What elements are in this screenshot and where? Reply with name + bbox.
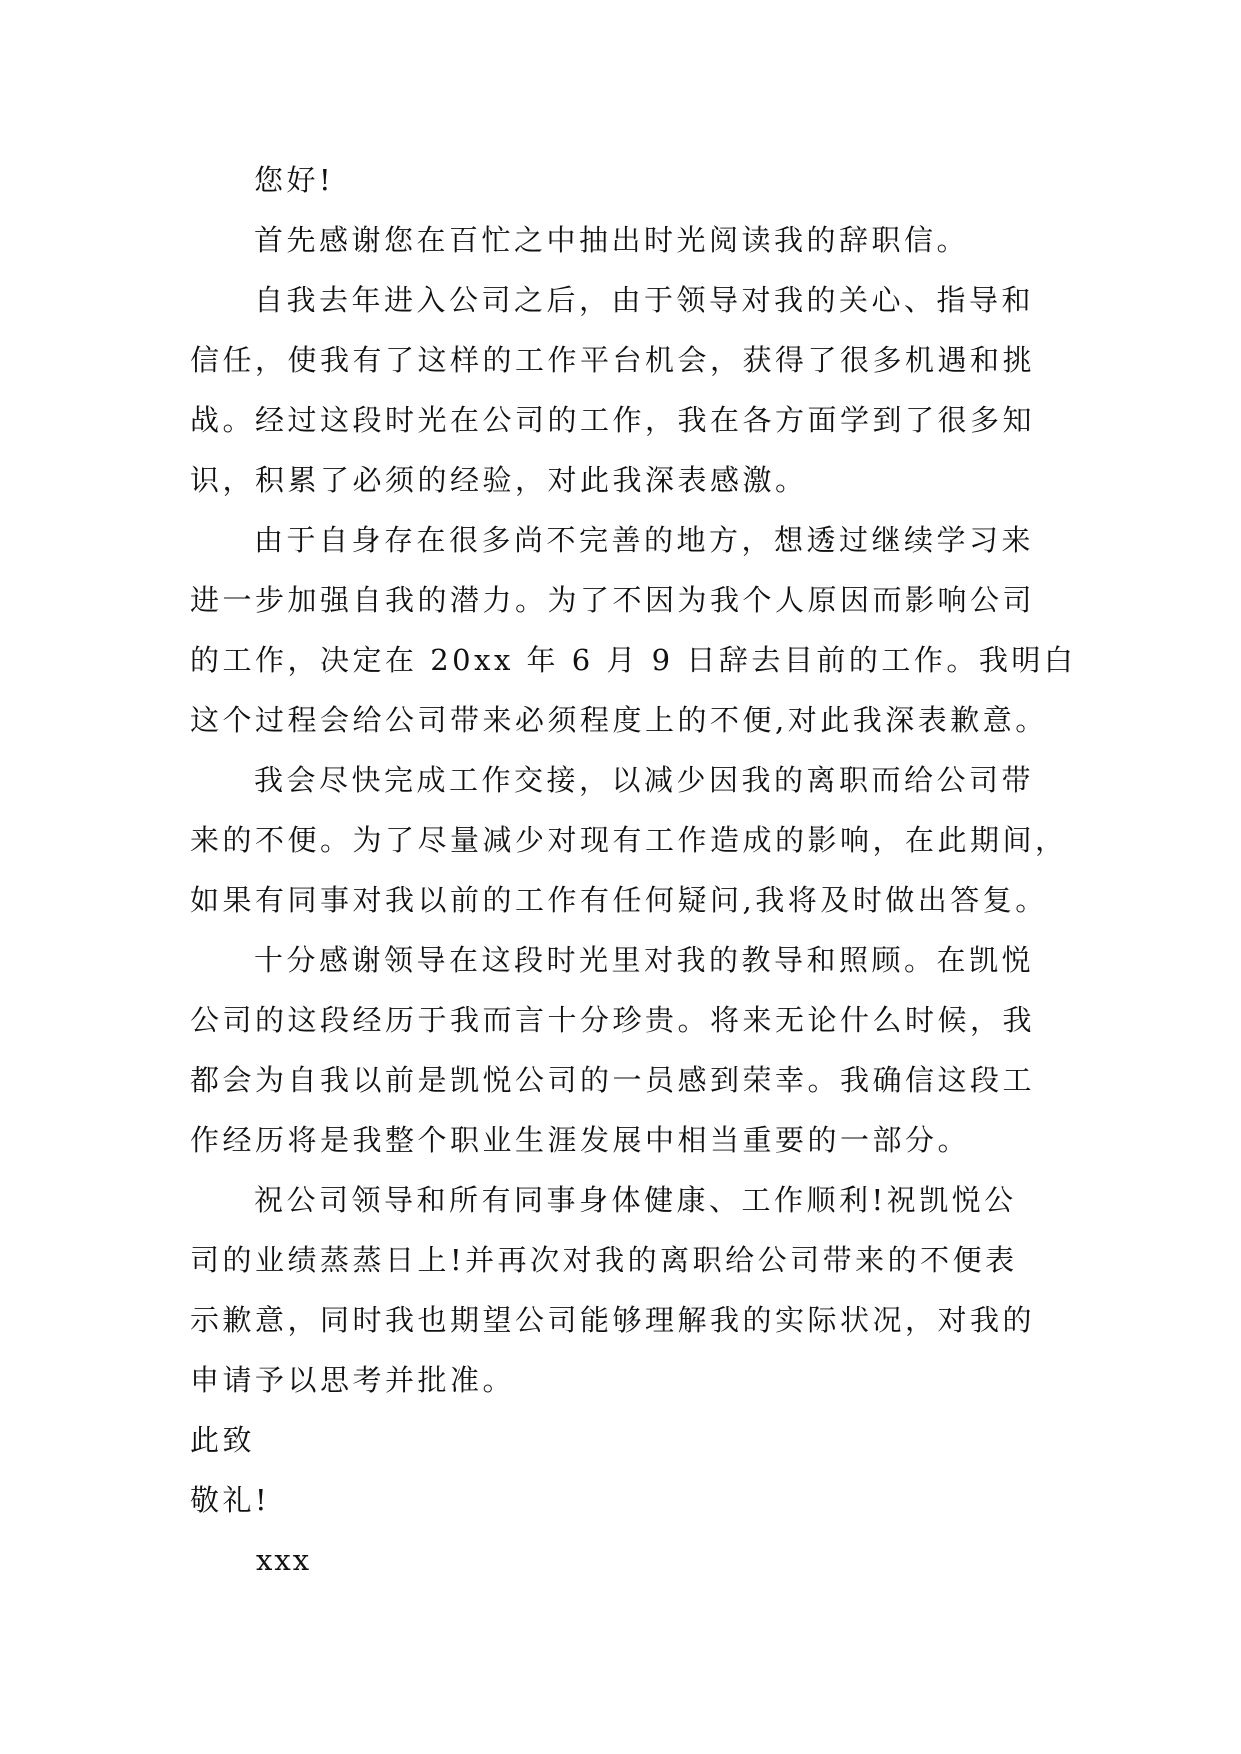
greeting: 您好! bbox=[254, 163, 335, 197]
paragraph-6 bbox=[190, 1170, 1050, 1410]
paragraph-line: 这个过程会给公司带来必须程度上的不便,对此我深表歉意。 bbox=[190, 703, 1048, 737]
paragraph-line: 公司的这段经历于我而言十分珍贵。将来无论什么时候，我 bbox=[190, 1003, 1036, 1037]
paragraph-line: 十分感谢领导在这段时光里对我的教导和照顾。在凯悦 bbox=[254, 943, 1035, 977]
paragraph-line: 示歉意，同时我也期望公司能够理解我的实际状况，对我的 bbox=[190, 1303, 1036, 1337]
paragraph-2 bbox=[190, 270, 1050, 510]
resignation-letter bbox=[190, 150, 1077, 1590]
paragraph-line: 我会尽快完成工作交接，以减少因我的离职而给公司带 bbox=[254, 763, 1035, 797]
paragraph-line: 由于自身存在很多尚不完善的地方，想透过继续学习来 bbox=[254, 523, 1035, 557]
paragraph-line: 申请予以思考并批准。 bbox=[190, 1363, 516, 1397]
paragraph-line: 信任，使我有了这样的工作平台机会，获得了很多机遇和挑 bbox=[190, 343, 1036, 377]
paragraph-line: 祝公司领导和所有同事身体健康、工作顺利!祝凯悦公 bbox=[254, 1183, 1017, 1217]
paragraph-1 bbox=[190, 210, 1050, 270]
paragraph-5 bbox=[190, 930, 1050, 1170]
paragraph-line: 自我去年进入公司之后，由于领导对我的关心、指导和 bbox=[254, 283, 1035, 317]
paragraph-line: 如果有同事对我以前的工作有任何疑问,我将及时做出答复。 bbox=[190, 883, 1048, 917]
paragraph-line: 的工作，决定在 20xx 年 6 月 9 日辞去目前的工作。我明白 bbox=[190, 643, 1077, 677]
signature: xxx bbox=[256, 1543, 312, 1577]
closing-line-1: 此致 bbox=[190, 1423, 256, 1457]
paragraph-4 bbox=[190, 750, 1068, 930]
paragraph-line: 战。经过这段时光在公司的工作，我在各方面学到了很多知 bbox=[190, 403, 1036, 437]
paragraph-line: 来的不便。为了尽量减少对现有工作造成的影响，在此期间， bbox=[190, 823, 1068, 857]
paragraph-line: 进一步加强自我的潜力。为了不因为我个人原因而影响公司 bbox=[190, 583, 1036, 617]
paragraph-line: 都会为自我以前是凯悦公司的一员感到荣幸。我确信这段工 bbox=[190, 1063, 1036, 1097]
closing-line-2: 敬礼! bbox=[190, 1483, 271, 1517]
paragraph-line: 识，积累了必须的经验，对此我深表感激。 bbox=[190, 463, 808, 497]
paragraph-line: 作经历将是我整个职业生涯发展中相当重要的一部分。 bbox=[190, 1123, 971, 1157]
paragraph-line: 首先感谢您在百忙之中抽出时光阅读我的辞职信。 bbox=[254, 223, 970, 257]
paragraph-line: 司的业绩蒸蒸日上!并再次对我的离职给公司带来的不便表 bbox=[190, 1243, 1018, 1277]
paragraph-3 bbox=[190, 510, 1077, 750]
